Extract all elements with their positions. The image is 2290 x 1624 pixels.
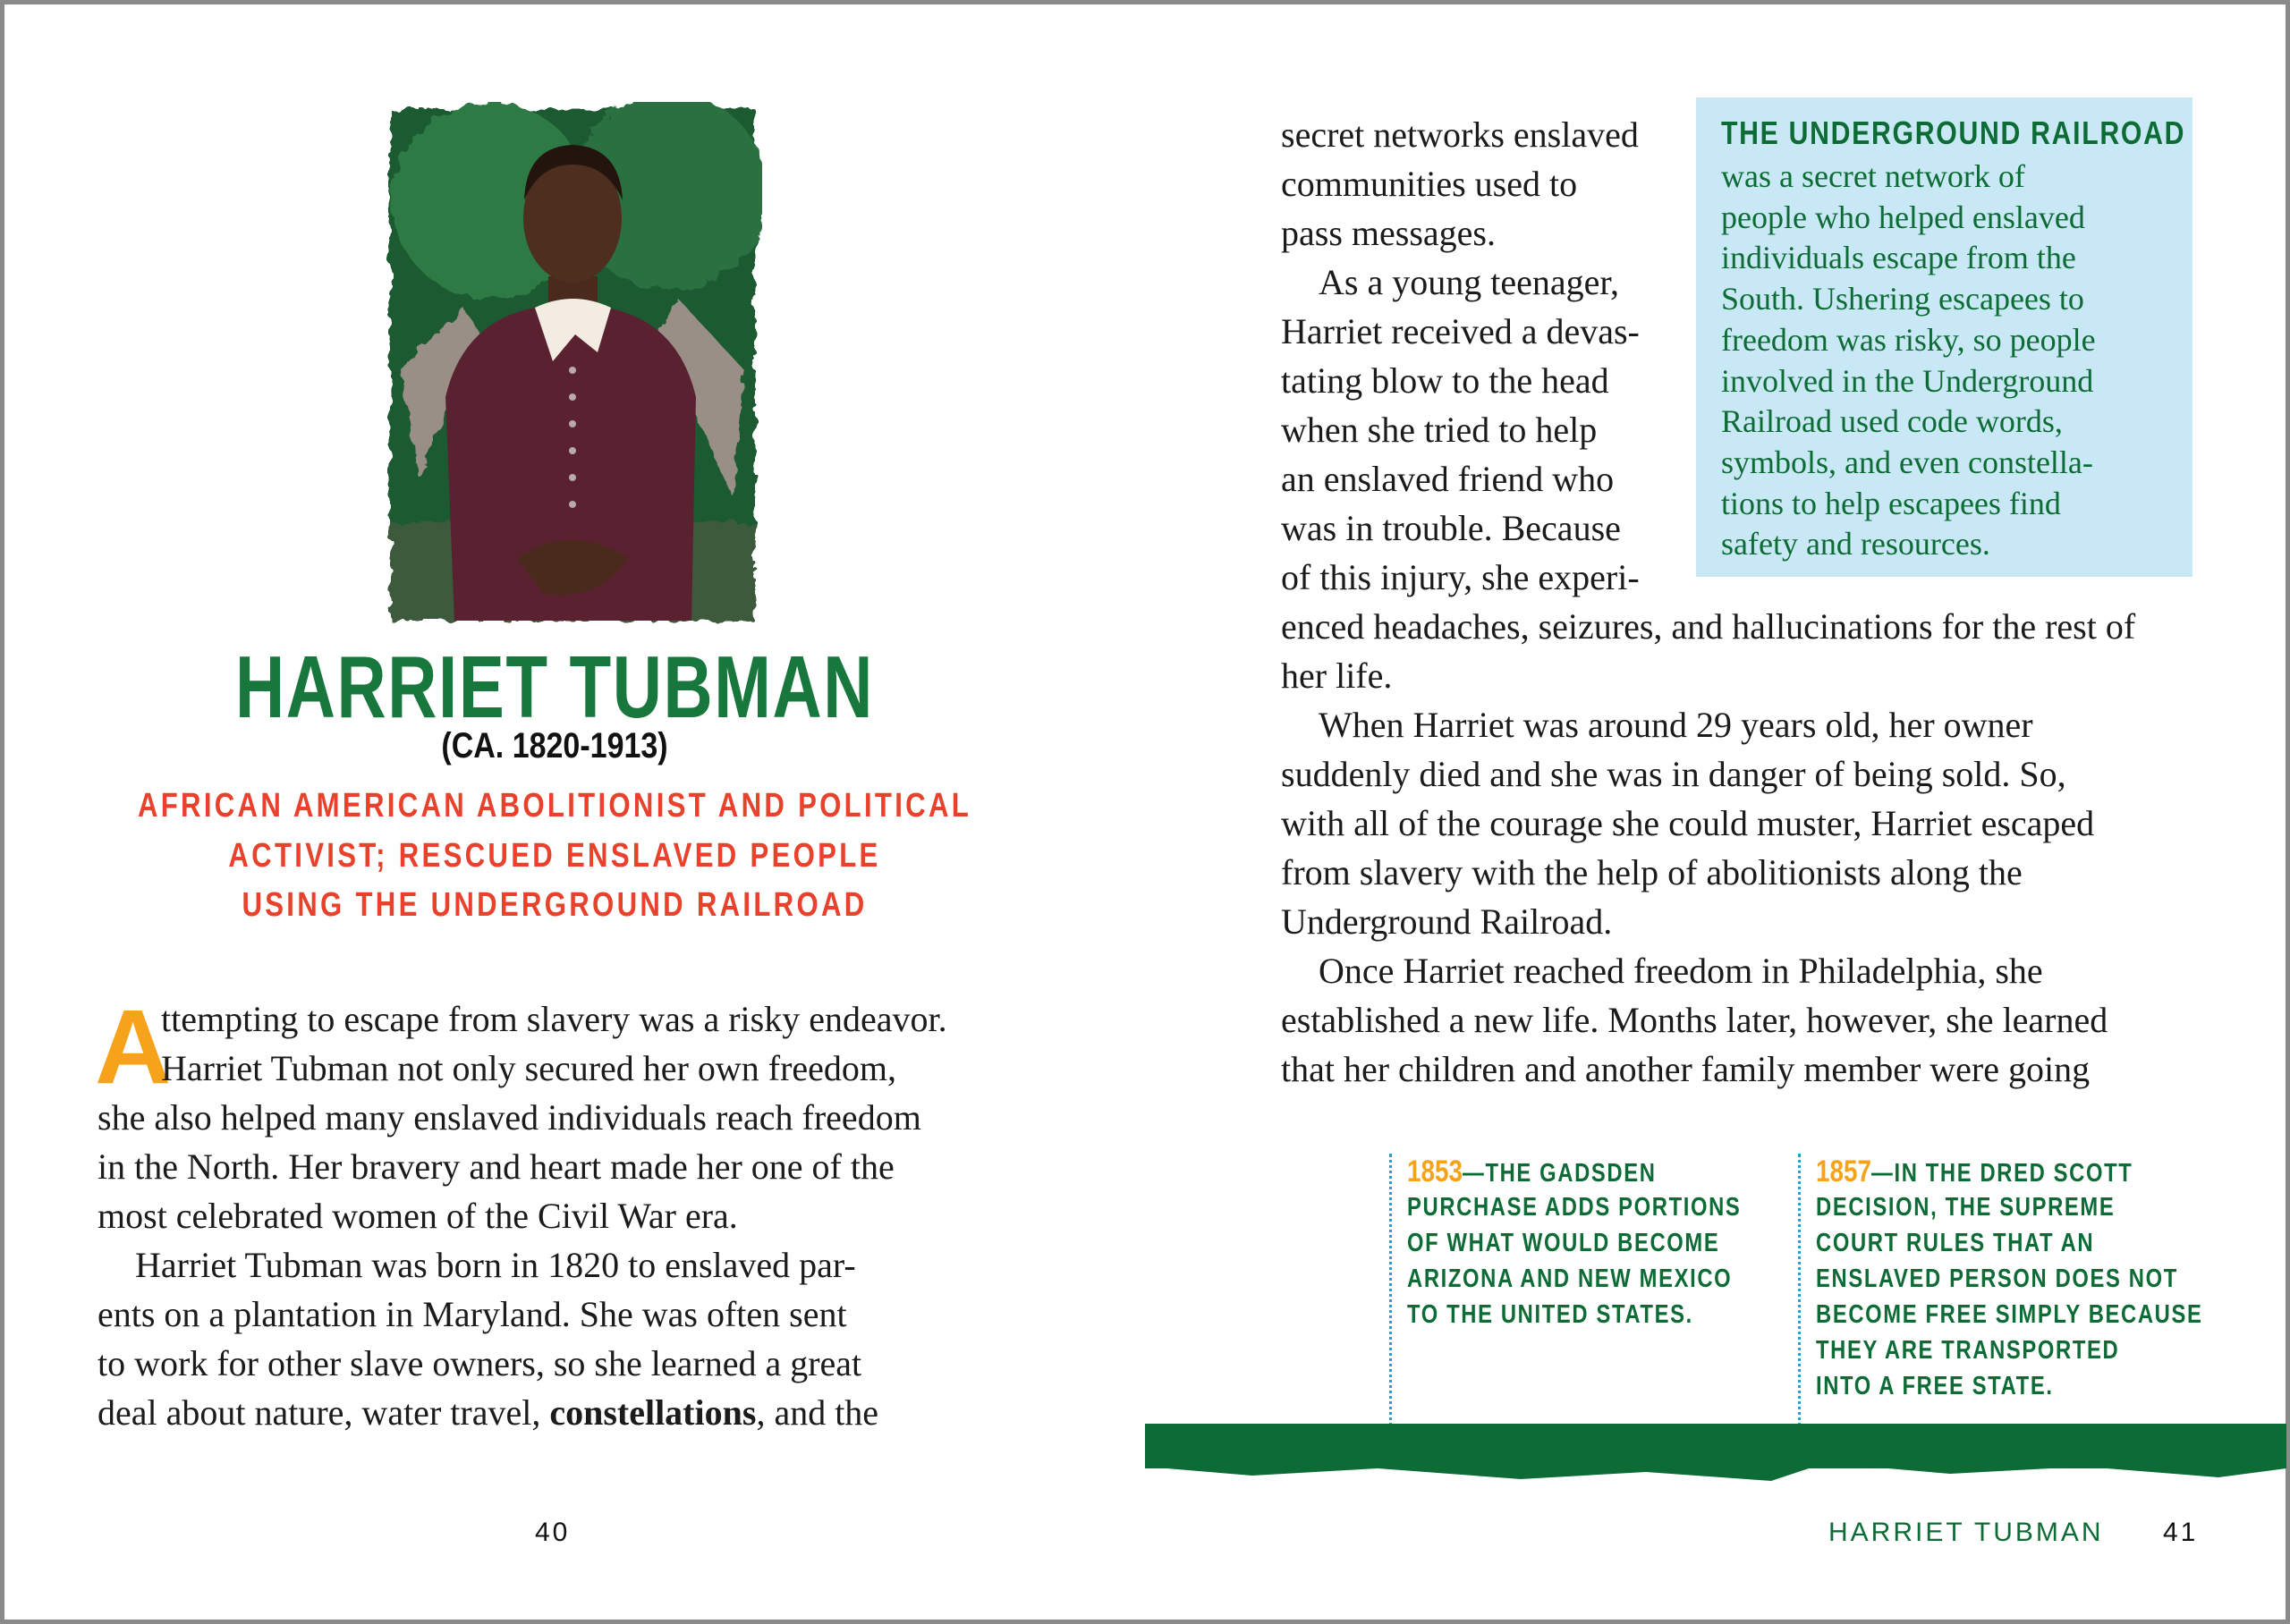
role-line: AFRICAN AMERICAN ABOLITIONIST AND POLITICAL — [137, 787, 972, 825]
role-line: USING THE UNDERGROUND RAILROAD — [242, 886, 868, 924]
body-line: an enslaved friend who — [1281, 459, 1615, 499]
text-run: ttempting to escape from slavery was a risky endeavor. — [161, 999, 947, 1039]
body-line: communities used to — [1281, 164, 1578, 204]
timeline-text: COURT RULES THAT AN — [1816, 1229, 2095, 1257]
text-run: most celebrated women of the Civil War era. — [98, 1196, 738, 1236]
timeline-entry-line — [1407, 1297, 1693, 1332]
callout-line: South. Ushering escapees to — [1721, 281, 2084, 317]
timeline-text: —IN THE DRED SCOTT — [1871, 1159, 2133, 1188]
body-line: enced headaches, seizures, and hallucinations for the rest of — [1281, 606, 2136, 647]
body-line — [135, 1240, 856, 1290]
drop-cap: A — [95, 988, 172, 1106]
timeline-entry-line — [1407, 1225, 1719, 1261]
timeline-entry-line — [1816, 1154, 2133, 1191]
body-line: was in trouble. Because — [1281, 508, 1621, 548]
timeline-text: DECISION, THE SUPREME — [1816, 1193, 2116, 1222]
callout-line: freedom was risky, so people — [1721, 321, 2096, 358]
text-run: deal about nature, water travel, — [98, 1392, 550, 1433]
timeline-text: BECOME FREE SIMPLY BECAUSE — [1816, 1300, 2203, 1329]
page-number-right: 41 — [2163, 1518, 2199, 1547]
text-run: ents on a plantation in Maryland. She was often sent — [98, 1294, 847, 1334]
body-line: her life. — [1281, 656, 1393, 696]
body-line: tating blow to the head — [1281, 360, 1609, 401]
role-line: ACTIVIST; RESCUED ENSLAVED PEOPLE — [228, 837, 881, 875]
callout-line: tions to help escapees find — [1721, 485, 2061, 521]
body-line: with all of the courage she could muster, Harriet escaped — [1281, 803, 2095, 843]
timeline-text: —THE GADSDEN — [1463, 1159, 1657, 1188]
timeline-entry-line — [1407, 1261, 1732, 1297]
body-line: Harriet received a devas- — [1281, 311, 1640, 351]
timeline-entry-line — [1816, 1297, 2202, 1332]
page-number-left: 40 — [535, 1518, 571, 1547]
body-line — [98, 1191, 738, 1240]
timeline-divider — [1389, 1154, 1392, 1449]
timeline-text: ARIZONA AND NEW MEXICO — [1407, 1265, 1733, 1293]
timeline-entry-line — [1407, 1154, 1657, 1191]
timeline-entry-line — [1816, 1261, 2178, 1297]
timeline-text: TO THE UNITED STATES. — [1407, 1300, 1693, 1329]
person-name-heading: HARRIET TUBMAN — [235, 638, 874, 736]
callout-line: Railroad used code words, — [1721, 403, 2063, 440]
glossary-term: constellations — [549, 1392, 757, 1433]
body-line — [98, 1142, 895, 1191]
timeline-entry-line — [1816, 1368, 2054, 1404]
timeline-text: ENSLAVED PERSON DOES NOT — [1816, 1265, 2178, 1293]
body-line: of this injury, she experi- — [1281, 557, 1640, 597]
body-line: Underground Railroad. — [1281, 901, 1613, 942]
body-line — [98, 1388, 878, 1437]
timeline-entry-line — [1816, 1225, 2094, 1261]
body-line: As a young teenager, — [1319, 262, 1620, 302]
text-run: Harriet Tubman not only secured her own freedom, — [161, 1048, 897, 1088]
lifespan-dates: (CA. 1820-1913) — [441, 726, 668, 765]
timeline-entry-line — [1816, 1332, 2119, 1368]
callout-line: involved in the Underground — [1721, 362, 2094, 399]
harriet-tubman-portrait — [383, 102, 762, 628]
body-line — [98, 1339, 861, 1388]
timeline-year: 1853 — [1407, 1155, 1463, 1188]
body-line: When Harriet was around 29 years old, her owner — [1319, 705, 2033, 745]
body-line: secret networks enslaved — [1281, 114, 1639, 155]
timeline-entry-line — [1816, 1189, 2115, 1225]
timeline-text: INTO A FREE STATE. — [1816, 1372, 2054, 1400]
callout-line: safety and resources. — [1721, 526, 1990, 562]
callout-line: people who helped enslaved — [1721, 199, 2085, 235]
text-run: Harriet Tubman was born in 1820 to enslaved par- — [135, 1245, 856, 1285]
body-line — [98, 1290, 847, 1339]
callout-title: THE UNDERGROUND RAILROAD — [1721, 114, 2186, 151]
band-rough-edge — [1145, 1463, 2286, 1492]
timeline-green-band — [1145, 1424, 2286, 1468]
body-line: established a new life. Months later, however, she learned — [1281, 1000, 2108, 1040]
body-line — [161, 994, 947, 1044]
body-line: Once Harriet reached freedom in Philadelphia, she — [1319, 951, 2043, 991]
timeline-text: PURCHASE ADDS PORTIONS — [1407, 1193, 1742, 1222]
text-run: to work for other slave owners, so she learned a great — [98, 1343, 862, 1383]
body-line: suddenly died and she was in danger of being sold. So, — [1281, 754, 2066, 794]
timeline-text: OF WHAT WOULD BECOME — [1407, 1229, 1720, 1257]
timeline-divider — [1798, 1154, 1801, 1449]
callout-line: symbols, and even constella- — [1721, 444, 2093, 480]
body-line: pass messages. — [1281, 213, 1496, 253]
timeline-text: THEY ARE TRANSPORTED — [1816, 1336, 2120, 1365]
body-line — [161, 1044, 896, 1093]
callout-line: individuals escape from the — [1721, 240, 2076, 276]
body-line: from slavery with the help of abolitionists along the — [1281, 852, 2023, 892]
timeline-entry-line — [1407, 1189, 1741, 1225]
running-head: HARRIET TUBMAN — [1828, 1518, 2104, 1547]
body-line: when she tried to help — [1281, 410, 1598, 450]
timeline-year: 1857 — [1816, 1155, 1872, 1188]
text-run: she also helped many enslaved individuals reach freedom — [98, 1097, 921, 1138]
body-line — [98, 1093, 921, 1142]
body-line: that her children and another family member were going — [1281, 1049, 2091, 1089]
callout-line: was a secret network of — [1721, 158, 2025, 194]
text-run: , and the — [756, 1392, 879, 1433]
text-run: in the North. Her bravery and heart made her one of the — [98, 1146, 895, 1187]
